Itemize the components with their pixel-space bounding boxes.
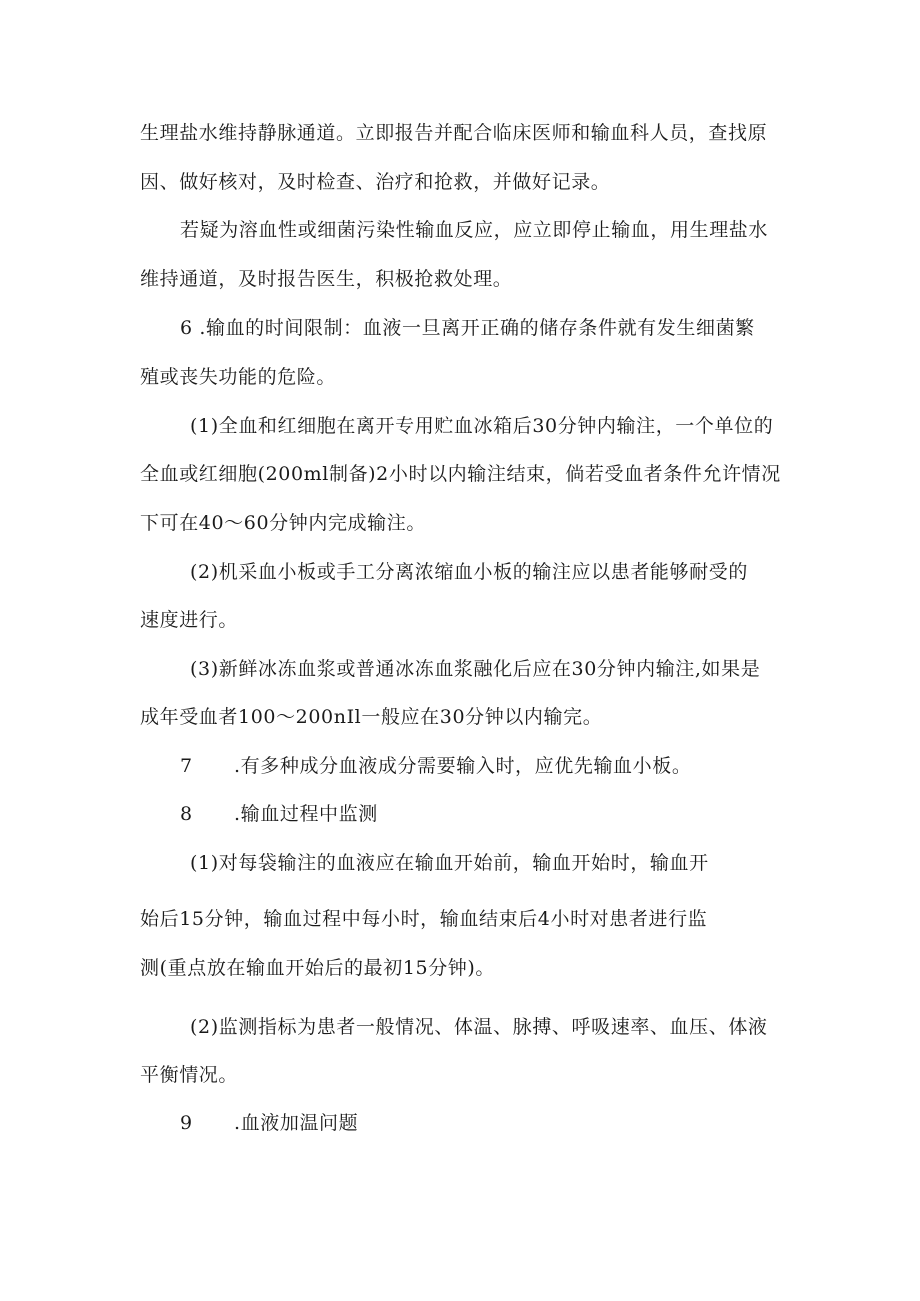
item-number: 8 xyxy=(180,803,193,825)
paragraph-line: 全血或红细胞(200ml制备)2小时以内输注结束，倘若受血者条件允许情况 xyxy=(140,463,781,485)
paragraph-line: (3)新鲜冰冻血浆或普通冰冻血浆融化后应在30分钟内输注,如果是 xyxy=(190,658,761,680)
paragraph-line: 殖或丧失功能的危险。 xyxy=(140,366,337,388)
item-text: .血液加温问题 xyxy=(234,1112,359,1134)
item-number: 9 xyxy=(180,1112,193,1134)
paragraph-line: 平衡情况。 xyxy=(140,1064,239,1086)
paragraph-line: 下可在40～60分钟内完成输注。 xyxy=(140,512,426,534)
paragraph-line: (2)机采血小板或手工分离浓缩血小板的输注应以患者能够耐受的 xyxy=(190,561,748,583)
numbered-item-8 xyxy=(180,802,378,826)
paragraph-line: 因、做好核对，及时检查、治疗和抢救，并做好记录。 xyxy=(140,171,611,193)
paragraph-line: 维持通道，及时报告医生，积极抢救处理。 xyxy=(140,268,513,290)
paragraph-line: (1)对每袋输注的血液应在输血开始前，输血开始时，输血开 xyxy=(190,852,709,874)
paragraph-line: (2)监测指标为患者一般情况、体温、脉搏、呼吸速率、血压、体液 xyxy=(190,1016,768,1038)
item-number: 7 xyxy=(180,755,193,777)
paragraph-line: 生理盐水维持静脉通道。立即报告并配合临床医师和输血科人员，查找原 xyxy=(140,122,768,144)
paragraph-line: 测(重点放在输血开始后的最初15分钟)。 xyxy=(140,957,496,979)
item-text: .有多种成分血液成分需要输入时，应优先输血小板。 xyxy=(234,755,692,777)
paragraph-line: 6 .输血的时间限制：血液一旦离开正确的储存条件就有发生细菌繁 xyxy=(180,317,755,339)
paragraph-line: 始后15分钟，输血过程中每小时，输血结束后4小时对患者进行监 xyxy=(140,908,708,930)
paragraph-line: 若疑为溶血性或细菌污染性输血反应，应立即停止输血，用生理盐水 xyxy=(180,219,769,241)
numbered-item-9 xyxy=(180,1111,358,1135)
paragraph-line: (1)全血和红细胞在离开专用贮血冰箱后30分钟内输注，一个单位的 xyxy=(190,415,774,437)
numbered-item-7 xyxy=(180,754,691,778)
paragraph-line: 成年受血者100～200nIl一般应在30分钟以内输完。 xyxy=(140,706,603,728)
item-text: .输血过程中监测 xyxy=(234,803,378,825)
paragraph-line: 速度进行。 xyxy=(140,609,239,631)
